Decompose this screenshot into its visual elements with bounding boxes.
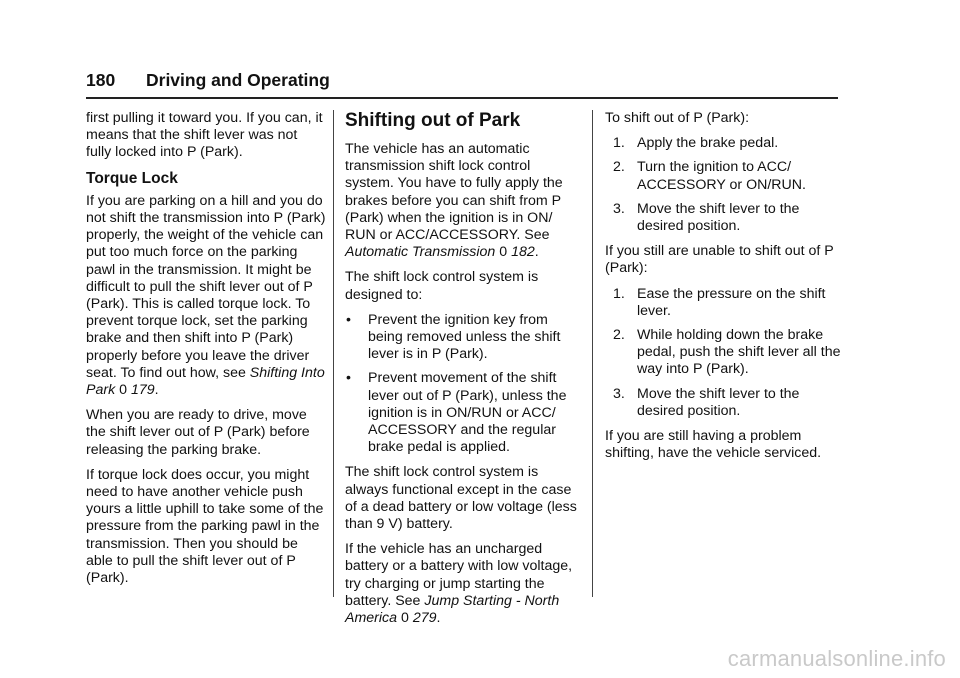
list-item-text: Move the shift lever to the desired position.: [637, 385, 800, 419]
numbered-list: [605, 286, 845, 420]
link-page-number[interactable]: 279: [412, 610, 437, 627]
list-item: [605, 159, 845, 193]
section-title: Driving and Operating: [146, 70, 330, 90]
paragraph: first pulling it toward you. If you can, it means that the shift lever was not fully locked into P (Park).: [86, 110, 323, 161]
period: .: [436, 610, 441, 627]
paragraph: The shift lock control system is designed to:: [345, 269, 539, 303]
bullet-icon: •: [346, 311, 351, 328]
period: .: [534, 244, 539, 261]
list-item-text: Turn the ignition to ACC/ ACCESSORY or ON/RUN.: [637, 159, 806, 193]
paragraph: To shift out of P (Park):: [605, 110, 750, 126]
column-divider-left: [333, 110, 334, 597]
list-item-text: Apply the brake pedal.: [637, 135, 779, 152]
page-header: [86, 70, 330, 91]
bullet-icon: •: [346, 370, 351, 387]
bullet-list: [345, 312, 583, 457]
paragraph-text: The vehicle has an automatic transmission shift lock control system. You have to fully apply the brakes before you can shift from P (Park) when the ignition is in ON/ RUN or ACC/ACCESSORY. See: [345, 141, 563, 244]
list-item: [605, 286, 845, 320]
list-item-text: Prevent movement of the shift lever out of P (Park), unless the ignition is in ON/RUN or ACC/ ACCESSORY and the regular brake pedal is applied.: [368, 370, 567, 456]
list-item-text: Ease the pressure on the shift lever.: [637, 285, 826, 319]
column-left: [86, 110, 326, 595]
link-shifting-into-park[interactable]: Shifting Into Park: [86, 364, 325, 399]
heading-torque-lock: Torque Lock: [86, 169, 178, 187]
step-number: 3.: [613, 200, 625, 217]
page-number: 180: [86, 70, 116, 90]
step-number: 2.: [613, 159, 625, 176]
list-item-text: Prevent the ignition key from being removed unless the shift lever is in P (Park).: [368, 311, 561, 363]
paragraph: [86, 193, 326, 399]
step-number: 1.: [613, 135, 625, 152]
paragraph: If you are still having a problem shifting, have the vehicle serviced.: [605, 428, 822, 462]
paragraph: The shift lock control system is always functional except in the case of a dead battery or low voltage (less than 9 V) battery.: [345, 464, 577, 533]
watermark: carmanualsonline.info: [727, 646, 946, 671]
period: .: [154, 382, 159, 399]
page-ref-icon: 0: [119, 382, 128, 399]
list-item: [345, 370, 583, 456]
paragraph-text: If you are parking on a hill and you do not shift the transmission into P (Park) properly, the weight of the vehicle can put too much force on the parking pawl in the transmission. It might be difficult to pull the shift lever out of P (Park). This is called torque lock. To prevent torque lock, set the parking brake and then shift into P (Park) properly before you leave the driver seat. To find out how, see: [86, 192, 326, 381]
paragraph: [345, 541, 583, 627]
list-item: [345, 312, 583, 364]
list-item: [605, 327, 845, 379]
list-item: [605, 135, 845, 152]
numbered-list: [605, 135, 845, 235]
paragraph: If you still are unable to shift out of P (Park):: [605, 243, 834, 277]
paragraph: If torque lock does occur, you might need to have another vehicle push yours a little uphill to take some of the pressure from the parking pawl in the transmission. Then you should be able to pull the shift lever out of P (Park).: [86, 466, 324, 587]
paragraph-text: If the vehicle has an uncharged battery or a battery with low voltage, try charging or jump starting the battery. See: [345, 541, 573, 609]
column-right: [605, 110, 845, 470]
link-page-number[interactable]: 179: [130, 382, 155, 399]
step-number: 1.: [613, 285, 625, 302]
link-jump-starting[interactable]: Jump Starting - North America: [345, 592, 560, 627]
step-number: 2.: [613, 327, 625, 344]
page-ref-icon: 0: [401, 610, 409, 627]
link-automatic-transmission[interactable]: Automatic Transmission: [345, 244, 496, 261]
header-rule: [86, 97, 838, 99]
step-number: 3.: [613, 385, 625, 402]
list-item-text: Move the shift lever to the desired position.: [637, 200, 800, 235]
column-divider-right: [592, 110, 593, 597]
paragraph: [345, 141, 583, 261]
heading-shifting-out-of-park: Shifting out of Park: [345, 110, 521, 131]
paragraph: When you are ready to drive, move the shift lever out of P (Park) before releasing the parking brake.: [86, 407, 310, 458]
list-item: [605, 386, 845, 420]
list-item: [605, 201, 845, 235]
page-ref-icon: 0: [499, 244, 508, 261]
column-middle: [345, 110, 583, 635]
link-page-number[interactable]: 182: [511, 244, 535, 261]
list-item-text: While holding down the brake pedal, push the shift lever all the way into P (Park).: [637, 327, 841, 378]
